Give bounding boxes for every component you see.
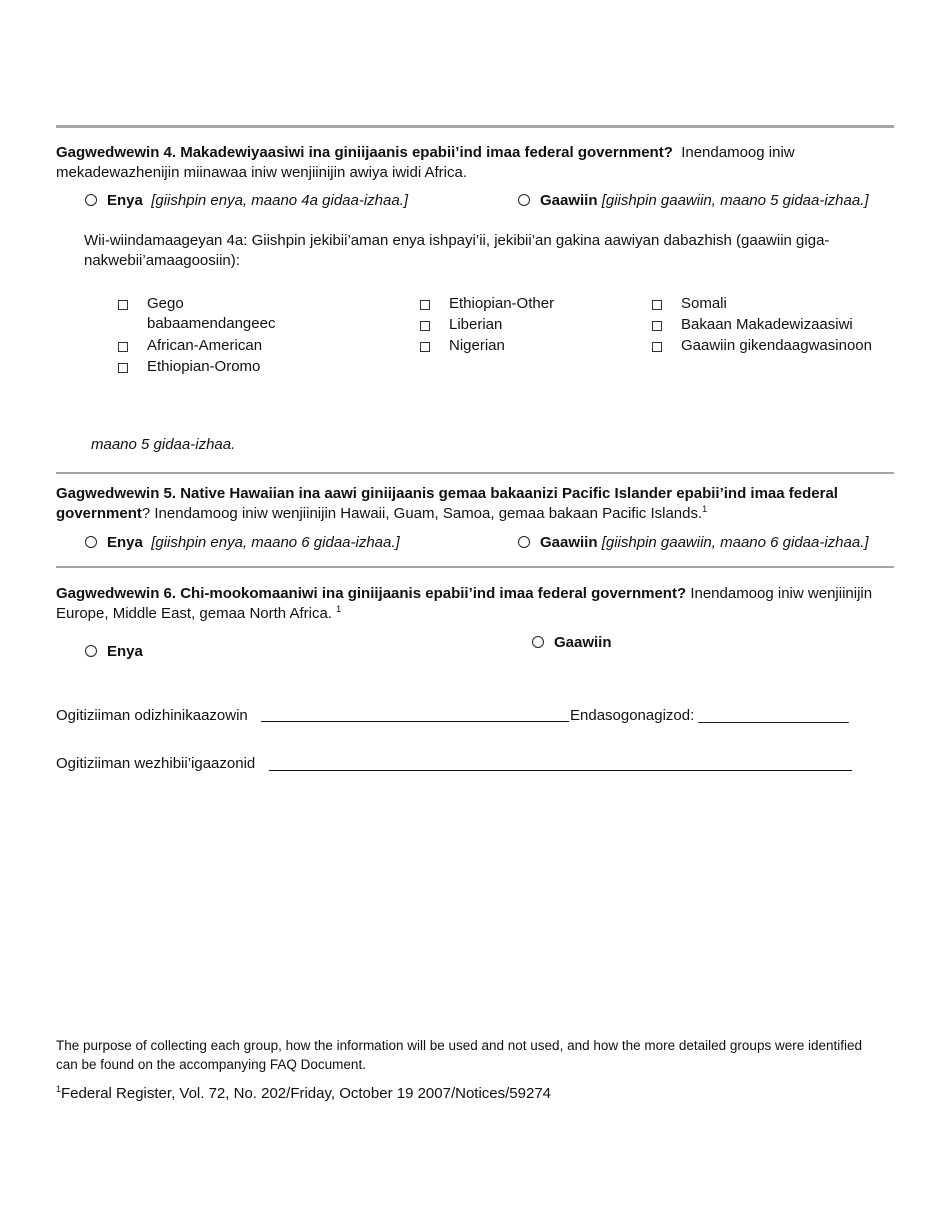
q5-no-option[interactable] [518, 533, 869, 553]
question-6-label: Gagwedwewin 6. Chi-mookomaaniwi ina giniijaanis epabii’ind imaa federal government? [56, 585, 687, 602]
parent-name-label: Ogitiziiman odizhinikaazowin [56, 707, 248, 724]
q6-no-radio[interactable] [532, 636, 544, 648]
q4-option-label: Gego babaamendangeec [147, 295, 276, 332]
checkbox[interactable] [652, 321, 662, 331]
q4-yes-note: [giishpin enya, maano 4a gidaa-izhaa.] [151, 192, 409, 209]
q6-yes-label: Enya [107, 643, 143, 660]
q4-option-label: Ethiopian-Other [449, 295, 555, 312]
q4-option-label: Bakaan Makadewizaasiwi [681, 316, 853, 333]
question-5 [56, 484, 896, 524]
q4-option[interactable] [118, 294, 318, 334]
footnote-text: Federal Register, Vol. 72, No. 202/Friday, October 19 2007/Notices/59274 [61, 1085, 552, 1102]
q5-no-radio[interactable] [518, 536, 530, 548]
footnote-ref: 1 [702, 504, 708, 514]
checkbox[interactable] [420, 342, 430, 352]
q4-option-label: Gaawiin gikendaagwasinoon [681, 337, 872, 354]
date-label: Endasogonagizod: __________________ [570, 707, 849, 724]
q6-yes-radio[interactable] [85, 645, 97, 657]
q4-option-label: Liberian [449, 316, 503, 333]
q4-no-note: [giishpin gaawiin, maano 5 gidaa-izhaa.] [601, 192, 869, 209]
q4-no-radio[interactable] [518, 194, 530, 206]
question-5-label: Gagwedwewin 5. Native Hawaiian ina aawi giniijaanis gemaa bakaanizi Pacific Islander epabii’ind imaa federal [56, 485, 838, 502]
question-5-text: ? Inendamoog iniw wenjiinijin Hawaii, Guam, Samoa, gemaa bakaan Pacific Islands. [141, 505, 703, 522]
footnote-ref: 1 [336, 604, 342, 614]
parent-name-field[interactable] [261, 721, 569, 722]
checkbox[interactable] [118, 300, 128, 310]
q4-no-option[interactable] [518, 191, 869, 211]
q5-yes-radio[interactable] [85, 536, 97, 548]
question-4-label: Gagwedwewin 4. Makadewiyaasiwi ina giniijaanis epabii’ind imaa federal government? [56, 144, 673, 161]
checkbox[interactable] [652, 300, 662, 310]
q4-no-label: Gaawiin [540, 192, 598, 209]
q5-yes-note: [giishpin enya, maano 6 gidaa-izhaa.] [151, 534, 400, 551]
q5-yes-label: Enya [107, 534, 143, 551]
question-6-text: Inendamoog iniw wenjiinijin Europe, Middle East, gemaa North Africa. [56, 585, 873, 622]
section-divider [56, 472, 894, 474]
q5-yes-option[interactable] [85, 533, 400, 553]
q6-no-option[interactable] [532, 633, 612, 653]
q4-goto-note: maano 5 gidaa-izhaa. [91, 436, 236, 453]
q6-no-label: Gaawiin [554, 634, 612, 651]
q5-no-note: [giishpin gaawiin, maano 6 gidaa-izhaa.] [601, 534, 869, 551]
footnote-number: 1 [56, 1084, 62, 1094]
q4-sub-instruction: Wii-wiindamaageyan 4a: Giishpin jekibii’aman enya ishpayi’ii, jekibii’an gakina aawiyan dabazhish (gaawiin giga-nakwebii’amaagoosiin): [84, 232, 830, 269]
checkbox[interactable] [652, 342, 662, 352]
question-5-label-end: government [56, 505, 142, 522]
q4-yes-radio[interactable] [85, 194, 97, 206]
checkbox[interactable] [118, 363, 128, 373]
q4-option-label: Nigerian [449, 337, 505, 354]
q4-option-label: Somali [681, 295, 727, 312]
parent-signature-label: Ogitiziiman wezhibii’igaazonid [56, 755, 256, 772]
purpose-note: The purpose of collecting each group, how the information will be used and not used, and how the more detailed groups were identified can be found on the accompanying FAQ Document. [56, 1038, 863, 1072]
checkbox[interactable] [118, 342, 128, 352]
q4-yes-option[interactable] [85, 191, 408, 211]
q4-option-label: African-American [147, 337, 263, 354]
q6-yes-option[interactable] [85, 642, 143, 662]
question-4-text: Inendamoog iniw mekadewazhenijin miinawaa iniw wenjiinijin awiya iwidi Africa. [56, 144, 795, 181]
footnote-citation [56, 1084, 551, 1104]
q5-no-label: Gaawiin [540, 534, 598, 551]
section-divider [56, 566, 894, 568]
top-divider [56, 125, 894, 128]
checkbox[interactable] [420, 321, 430, 331]
question-6 [56, 584, 896, 624]
q4-option-label: Ethiopian-Oromo [147, 358, 261, 375]
q4-yes-label: Enya [107, 192, 143, 209]
checkbox[interactable] [420, 300, 430, 310]
parent-signature-field[interactable] [269, 770, 852, 771]
question-4 [56, 143, 896, 183]
